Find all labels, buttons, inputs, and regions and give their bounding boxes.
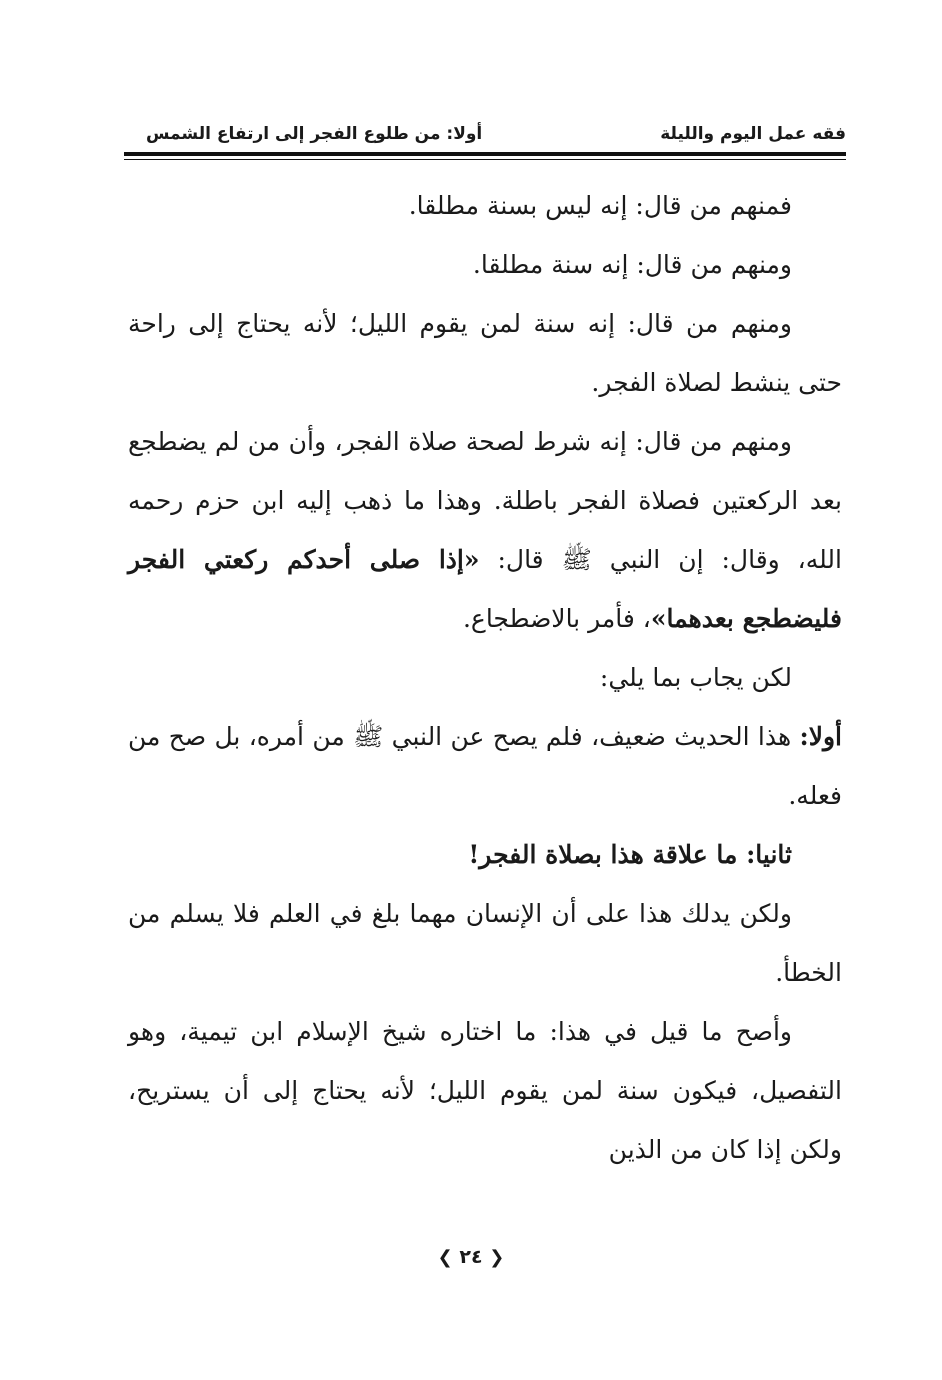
paragraph-5-text: لكن يجاب بما يلي: <box>599 663 792 692</box>
paragraph-9 <box>128 1002 842 1179</box>
paragraph-7-lead: ثانيا: <box>746 840 792 869</box>
paragraph-6-text: هذا الحديث ضعيف، فلم يصح عن النبي ﷺ من أمره، بل صح من فعله. <box>128 722 842 810</box>
page-footer <box>0 1246 942 1268</box>
header-rule-thin <box>124 159 846 160</box>
paragraph-5 <box>128 648 842 707</box>
paragraph-1 <box>128 176 842 235</box>
paragraph-8-text: ولكن يدلك هذا على أن الإنسان مهما بلغ في العلم فلا يسلم من الخطأ. <box>128 899 842 987</box>
ornament-right-icon: ❮ <box>489 1247 505 1268</box>
header-rule-thick <box>124 152 846 156</box>
paragraph-4-text-end: ، فأمر بالاضطجاع. <box>462 604 651 633</box>
paragraph-4 <box>128 412 842 648</box>
running-header <box>124 122 846 152</box>
paragraph-9-text: وأصح ما قيل في هذا: ما اختاره شيخ الإسلام ابن تيمية، وهو التفصيل، فيكون سنة لمن يقوم الليل؛ لأنه يحتاج إلى أن يستريح، ولكن إذا كان من الذين <box>128 1017 842 1164</box>
paragraph-6-lead: أولا: <box>799 722 842 751</box>
paragraph-3-text: ومنهم من قال: إنه سنة لمن يقوم الليل؛ لأنه يحتاج إلى راحة حتى ينشط لصلاة الفجر. <box>128 309 842 397</box>
paragraph-7 <box>128 825 842 884</box>
paragraph-7-text: ما علاقة هذا بصلاة الفجر! <box>468 840 747 869</box>
ornament-left-icon: ❯ <box>437 1247 453 1268</box>
body-text <box>128 176 842 1179</box>
paragraph-6 <box>128 707 842 825</box>
page-number: ٢٤ <box>459 1246 483 1268</box>
paragraph-2 <box>128 235 842 294</box>
paragraph-3 <box>128 294 842 412</box>
paragraph-4-text: ومنهم من قال: إنه شرط لصحة صلاة الفجر، وأن من لم يضطجع بعد الركعتين فصلاة الفجر باطلة. وهذا ما ذهب إليه ابن حزم رحمه الله، وقال: إن النبي ﷺ قال: <box>128 427 842 574</box>
hadith-quote: «إذا صلى أحدكم ركعتي الفجر فليضطجع بعدهما» <box>128 545 842 633</box>
header-section-title: أولا: من طلوع الفجر إلى ارتفاع الشمس <box>146 124 483 144</box>
paragraph-8 <box>128 884 842 1002</box>
header-book-title: فقه عمل اليوم والليلة <box>660 124 846 144</box>
paragraph-1-text: فمنهم من قال: إنه ليس بسنة مطلقا. <box>408 191 792 220</box>
paragraph-2-text: ومنهم من قال: إنه سنة مطلقا. <box>472 250 792 279</box>
